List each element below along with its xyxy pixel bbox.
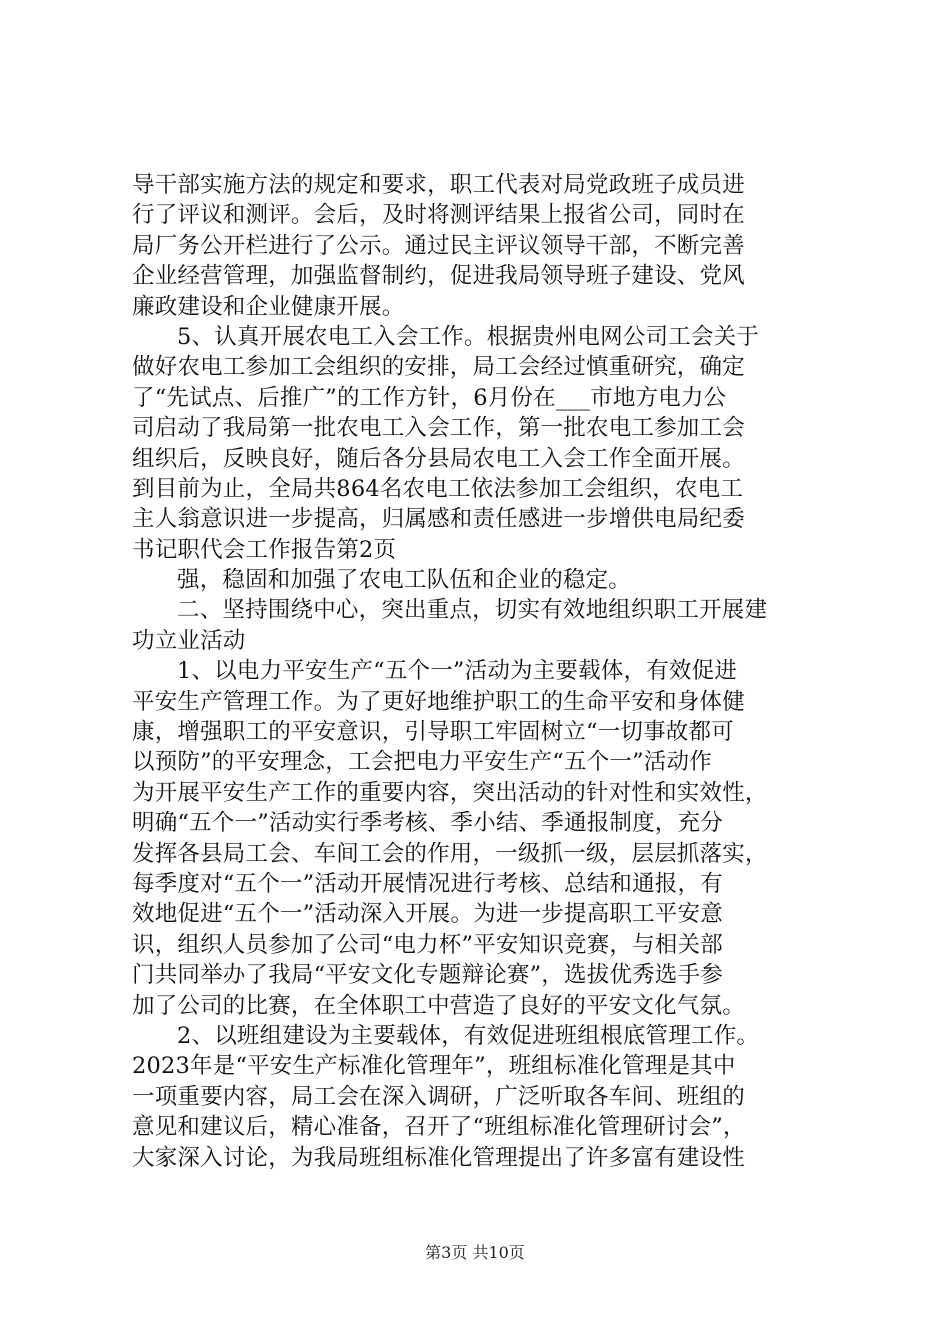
text-line: 门共同举办了我局“平安文化专题辩论赛”，选拔优秀选手参 [132,962,723,989]
text-line: 平安生产管理工作。为了更好地维护职工的生命平安和身体健 [132,688,745,715]
text-line: 识，组织人员参加了公司“电力杯”平安知识竞赛，与相关部 [132,931,723,958]
text-line: 康，增强职工的平安意识，引导职工牢固树立“一切事故都可 [132,719,734,746]
section-heading-line: 功立业活动 [132,627,246,654]
text-line: 到目前为止，全局共864名农电工依法参加工会组织，农电工 [132,475,744,502]
page-number-label: 第3页 共10页 [425,1243,525,1262]
text-line: 为开展平安生产工作的重要内容，突出活动的针对性和实效性， [132,779,768,806]
text-line: 局厂务公开栏进行了公示。通过民主评议领导干部，不断完善 [132,232,745,259]
paragraph-start-line: 1、以电力平安生产“五个一”活动为主要载体，有效促进 [177,658,738,685]
text-line: 主人翁意识进一步提高，归属感和责任感进一步增供电局纪委 [132,506,745,533]
text-line: 司启动了我局第一批农电工入会工作，第一批农电工参加工会 [132,415,745,442]
text-line: 2023年是“平安生产标准化管理年”，班组标准化管理是其中 [132,1053,736,1080]
text-line: 企业经营管理，加强监督制约，促进我局领导班子建设、党风 [132,263,745,290]
paragraph-start-line: 2、以班组建设为主要载体，有效促进班组根底管理工作。 [177,1022,760,1049]
text-line: 大家深入讨论，为我局班组标准化管理提出了许多富有建设性 [132,1144,745,1171]
text-line: 明确“五个一”活动实行季考核、季小结、季通报制度，充分 [132,810,723,837]
text-line: 做好农电工参加工会组织的安排，局工会经过慎重研究，确定 [132,354,745,381]
text-line: 每季度对“五个一”活动开展情况进行考核、总结和通报，有 [132,870,723,897]
text-line: 了“先试点、后推广”的工作方针，6月份在___市地方电力公 [132,384,727,411]
text-line: 导干部实施方法的规定和要求，职工代表对局党政班子成员进 [132,172,745,198]
text-line: 效地促进“五个一”活动深入开展。为进一步提高职工平安意 [132,901,723,928]
page-footer [0,1243,950,1263]
section-heading-line: 二、坚持围绕中心，突出重点，切实有效地组织职工开展建 [177,597,768,624]
paragraph-start-line: 强，稳固和加强了农电工队伍和企业的稳定。 [177,567,632,594]
text-line: 发挥各县局工会、车间工会的作用，一级抓一级，层层抓落实， [132,840,768,867]
text-line: 行了评议和测评。会后，及时将测评结果上报省公司，同时在 [132,202,745,229]
text-line: 意见和建议后，精心准备，召开了“班组标准化管理研讨会”， [132,1114,746,1141]
text-line: 书记职代会工作报告第2页 [132,536,397,563]
text-line: 加了公司的比赛，在全体职工中营造了良好的平安文化气氛。 [132,992,745,1019]
text-line: 组织后，反映良好，随后各分县局农电工入会工作全面开展。 [132,445,745,472]
paragraph-start-line: 5、认真开展农电工入会工作。根据贵州电网公司工会关于 [177,323,760,350]
text-line: 廉政建设和企业健康开展。 [132,293,405,320]
text-line: 以预防”的平安理念，工会把电力平安生产“五个一”活动作 [132,749,712,776]
body-text [132,170,832,1173]
text-line: 一项重要内容，局工会在深入调研，广泛听取各车间、班组的 [132,1083,745,1110]
